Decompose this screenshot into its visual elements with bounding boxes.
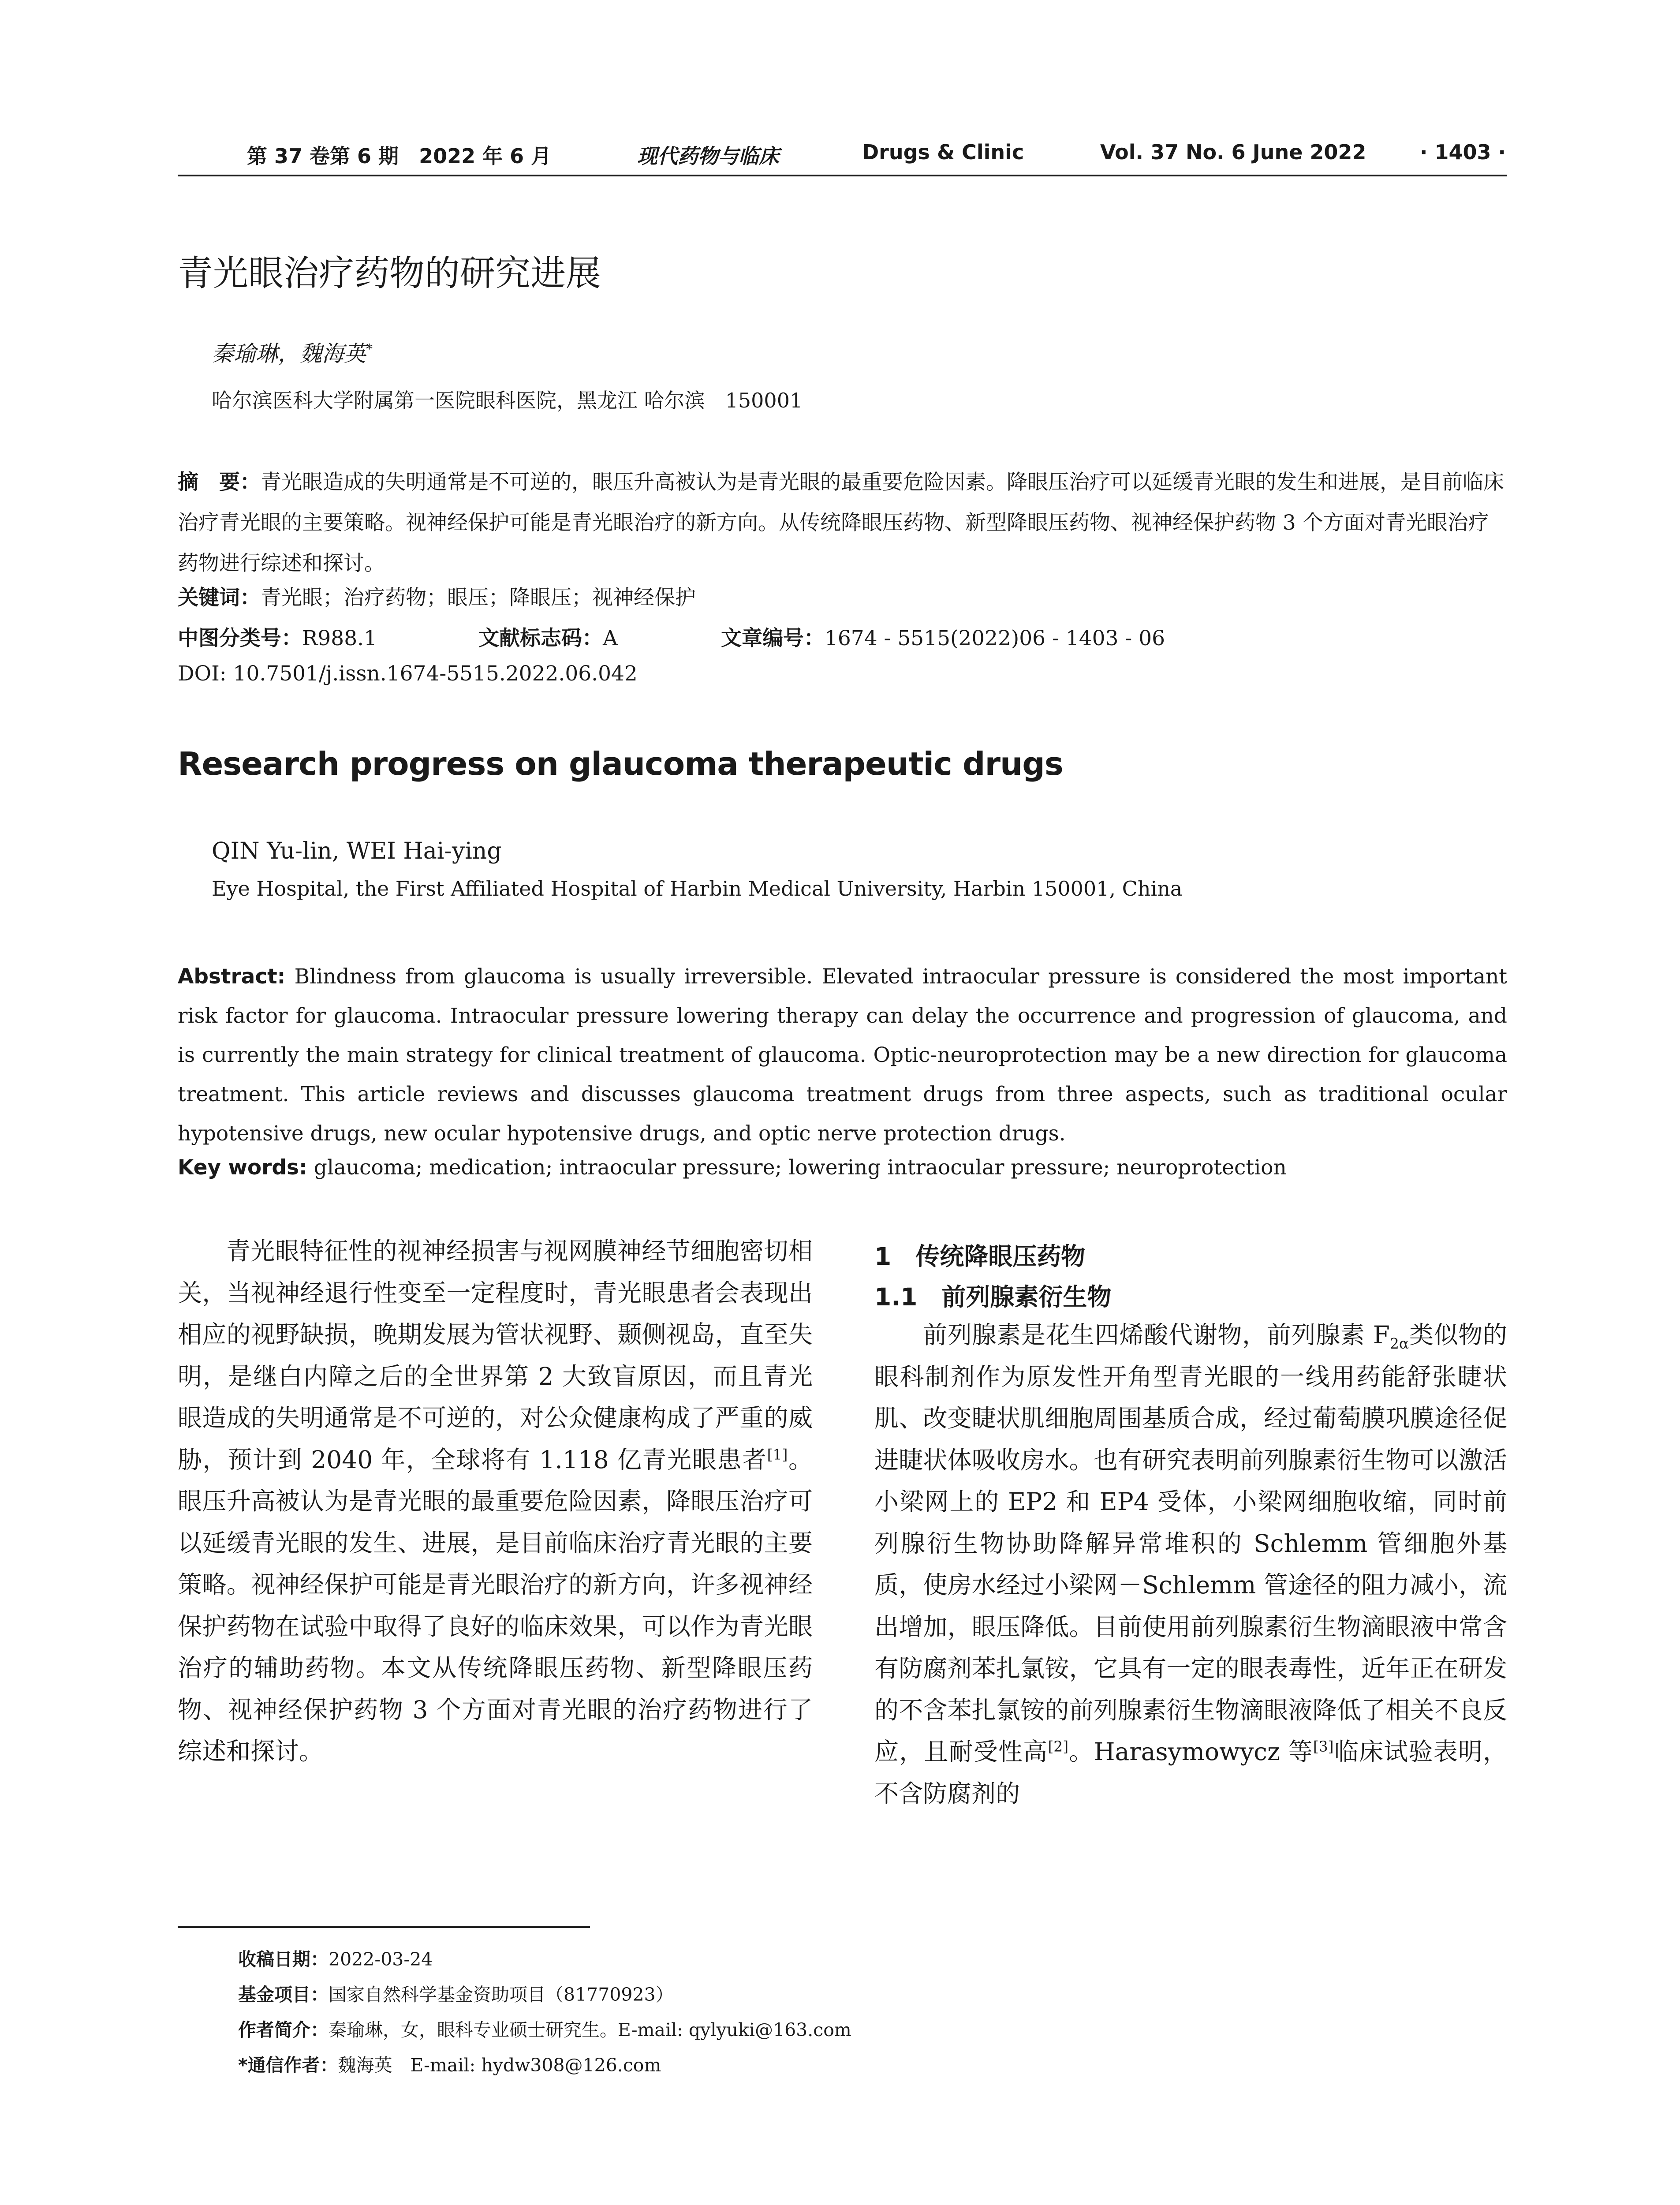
header-rule xyxy=(178,175,1507,176)
abstract-cn-label: 摘 要： xyxy=(178,470,261,494)
footnote-fund xyxy=(238,1980,674,2006)
keywords-cn-label: 关键词： xyxy=(178,586,261,610)
intro-text-2: 。眼压升高被认为是青光眼的最重要危险因素，降眼压治疗可以延缓青光眼的发生、进展，是目前临床治疗青光眼的主要策略。视神经保护可能是青光眼治疗的新方向，许多视神经保护药物在试验中取得了良好的临床效果，可以作为青光眼治疗的辅助药物。本文从传统降眼压药物、新型降眼压药物、视神经保护药物 3 个方面对青光眼的治疗药物进行了综述和探讨。 xyxy=(178,1445,813,1765)
article-title-en: Research progress on glaucoma therapeutic drugs xyxy=(178,745,1063,782)
section-heading-1: 1 传统降眼压药物 xyxy=(874,1242,1086,1271)
abstract-en-text: Blindness from glaucoma is usually irreversible. Elevated intraocular pressure is considered the most important risk factor for glaucoma. Intraocular pressure lowering therapy can delay the occurrence and progression of glaucoma, and is currently the main strategy for clinical treatment of glaucoma. Optic-neuroprotection may be a new direction for glaucoma treatment. This article reviews and discusses glaucoma treatment drugs from three aspects, such as traditional ocular hypotensive drugs, new ocular hypotensive drugs, and optic nerve protection drugs. xyxy=(178,964,1507,1146)
header-issue-en: Vol. 37 No. 6 June 2022 xyxy=(1100,140,1366,164)
footnote-corresponding-value: 魏海英 E-mail: hydw308@126.com xyxy=(338,2055,661,2076)
footnote-fund-label: 基金项目： xyxy=(238,1984,329,2005)
header-journal-en: Drugs & Clinic xyxy=(862,140,1024,164)
header-page-number: · 1403 · xyxy=(1420,140,1506,164)
footnote-rule xyxy=(178,1926,590,1928)
authors-cn xyxy=(212,336,373,368)
prostaglandin-text-1: 前列腺素是花生四烯酸代谢物，前列腺素 F xyxy=(923,1321,1390,1349)
header-issue-cn: 第 37 卷第 6 期 2022 年 6 月 xyxy=(247,144,552,168)
document-code-value: A xyxy=(603,626,618,650)
affiliation-cn: 哈尔滨医科大学附属第一医院眼科医院，黑龙江 哈尔滨 150001 xyxy=(212,389,803,412)
keywords-en-text: glaucoma; medication; intraocular pressure; lowering intraocular pressure; neuroprotection xyxy=(314,1155,1287,1180)
clc-number xyxy=(178,622,377,651)
keywords-cn xyxy=(178,581,696,611)
corresponding-mark: * xyxy=(366,341,373,357)
prostaglandin-text-3: 。Harasymowycz 等 xyxy=(1068,1738,1313,1766)
authors-cn-names: 秦瑜琳，魏海英 xyxy=(212,341,366,366)
article-number-value: 1674 - 5515(2022)06 - 1403 - 06 xyxy=(825,626,1165,650)
abstract-cn xyxy=(178,462,1507,584)
abstract-en xyxy=(178,957,1507,1153)
keywords-cn-text: 青光眼；治疗药物；眼压；降眼压；视神经保护 xyxy=(261,586,696,610)
document-code xyxy=(478,622,618,651)
article-number-label: 文章编号： xyxy=(721,626,825,650)
keywords-en xyxy=(178,1155,1287,1180)
citation-3: [3] xyxy=(1313,1738,1334,1755)
abstract-en-label: Abstract: xyxy=(178,964,286,989)
keywords-en-label: Key words: xyxy=(178,1155,307,1180)
prostaglandin-paragraph xyxy=(874,1314,1507,1814)
footnote-received xyxy=(238,1945,433,1971)
footnote-received-value: 2022-03-24 xyxy=(329,1949,433,1970)
prostaglandin-text-2: 类似物的眼科制剂作为原发性开角型青光眼的一线用药能舒张睫状肌、改变睫状肌细胞周围基质合成，经过葡萄膜巩膜途径促进睫状体吸收房水。也有研究表明前列腺素衍生物可以激活小梁网上的 EP2 和 EP4 受体，小梁网细胞收缩，同时前列腺衍生物协助降解异常堆积的 Schlemm 管细胞外基质，使房水经过小梁网－Schlemm 管途径的阻力减小，流出增加，眼压降低。目前使用前列腺素衍生物滴眼液中常含有防腐剂苯扎氯铵，它具有一定的眼表毒性，近年正在研发的不含苯扎氯铵的前列腺素衍生物滴眼液降低了相关不良反应，且耐受性高 xyxy=(874,1321,1507,1766)
footnote-author xyxy=(238,2015,851,2041)
section-heading-1-1: 1.1 前列腺素衍生物 xyxy=(874,1283,1112,1311)
affiliation-en: Eye Hospital, the First Affiliated Hospital of Harbin Medical University, Harbin 150001, China xyxy=(212,877,1183,901)
citation-1: [1] xyxy=(767,1446,788,1463)
document-code-label: 文献标志码： xyxy=(478,626,603,650)
footnote-corresponding-label: *通信作者： xyxy=(238,2055,338,2076)
authors-en: QIN Yu-lin, WEI Hai-ying xyxy=(212,838,502,864)
footnote-fund-value: 国家自然科学基金资助项目（81770923） xyxy=(329,1984,674,2005)
subscript-2alpha: 2α xyxy=(1389,1335,1409,1352)
clc-value: R988.1 xyxy=(302,626,377,650)
footnote-author-value: 秦瑜琳，女，眼科专业硕士研究生。E-mail: qylyuki@163.com xyxy=(329,2019,851,2041)
prostaglandin-text-4: 临床试验表明，不含防腐剂的 xyxy=(874,1738,1507,1808)
clc-label: 中图分类号： xyxy=(178,626,302,650)
footnote-received-label: 收稿日期： xyxy=(238,1949,329,1970)
header-journal-cn: 现代药物与临床 xyxy=(637,144,779,168)
citation-2: [2] xyxy=(1048,1738,1069,1755)
abstract-cn-text: 青光眼造成的失明通常是不可逆的，眼压升高被认为是青光眼的最重要危险因素。降眼压治疗可以延缓青光眼的发生和进展，是目前临床治疗青光眼的主要策略。视神经保护可能是青光眼治疗的新方向。从传统降眼压药物、新型降眼压药物、视神经保护药物 3 个方面对青光眼治疗药物进行综述和探讨。 xyxy=(178,470,1504,576)
article-number xyxy=(721,622,1165,651)
doi: DOI: 10.7501/j.issn.1674-5515.2022.06.042 xyxy=(178,662,638,686)
intro-text-1: 青光眼特征性的视神经损害与视网膜神经节细胞密切相关，当视神经退行性变至一定程度时，青光眼患者会表现出相应的视野缺损，晚期发展为管状视野、颞侧视岛，直至失明，是继白内障之后的全世界第 2 大致盲原因，而且青光眼造成的失明通常是不可逆的，对公众健康构成了严重的威胁，预计到 2040 年，全球将有 1.118 亿青光眼患者 xyxy=(178,1237,813,1474)
article-title-cn: 青光眼治疗药物的研究进展 xyxy=(178,253,601,294)
footnote-author-label: 作者简介： xyxy=(238,2019,329,2041)
footnote-corresponding xyxy=(238,2051,661,2077)
intro-paragraph xyxy=(178,1230,813,1772)
